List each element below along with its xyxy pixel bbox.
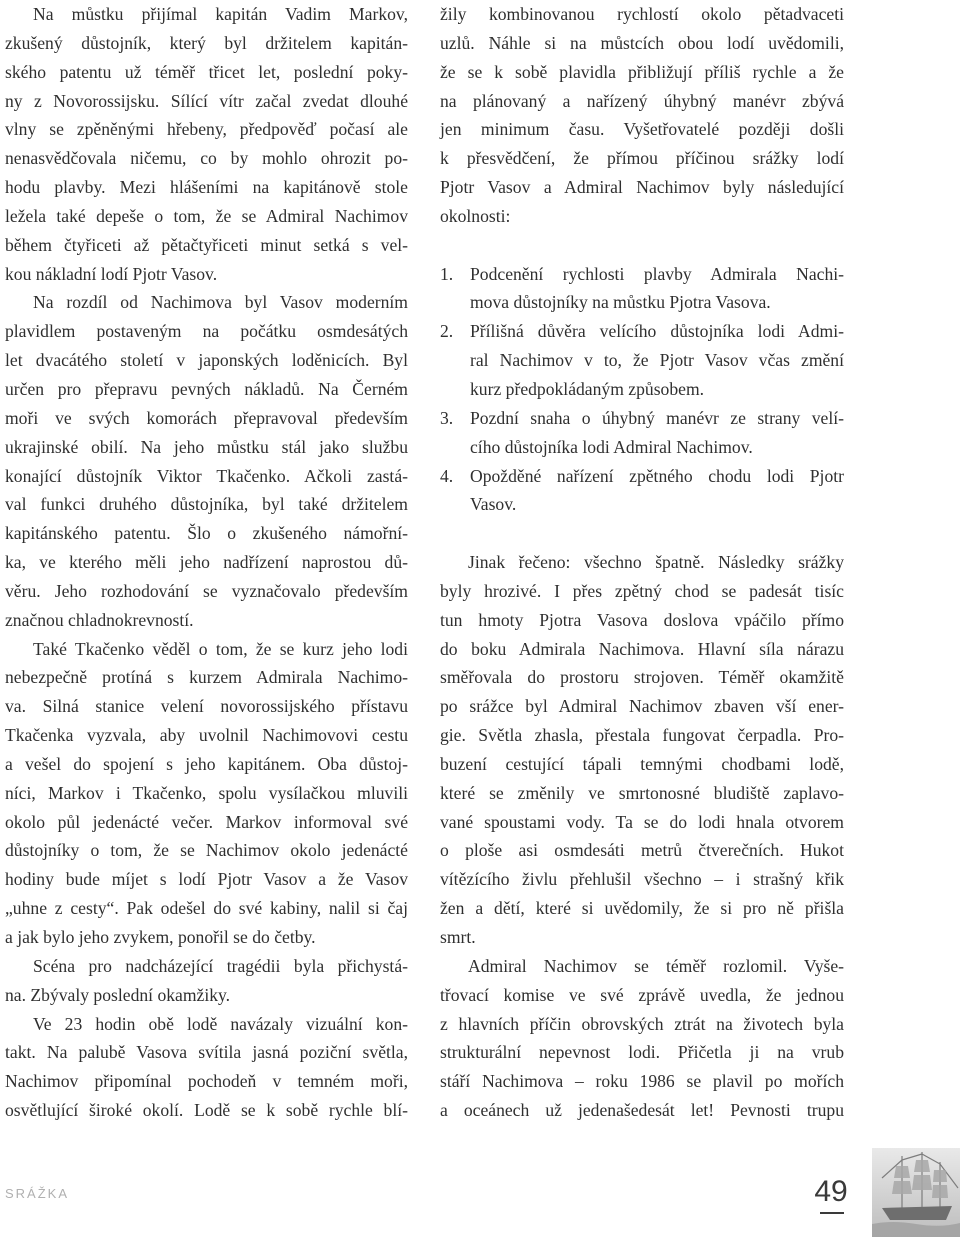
right-outro-line: vítězícího živlu přehlušil všechno – i strašný křik (440, 869, 844, 890)
right-intro-line: že se k sobě plavidla přibližují příliš rychle a že (440, 61, 844, 82)
left-column-line: během čtyřiceti až pětačtyřiceti minut setká s vel- (5, 234, 408, 255)
right-outro-line: z hlavních příčin obrovských ztrát na životech byla (440, 1013, 844, 1034)
left-column-line: určen pro přepravu pevných nákladů. Na Černém (5, 378, 408, 399)
left-column-line: Na rozdíl od Nachimova byl Vasov moderním (33, 292, 408, 313)
right-intro-line: Pjotr Vasov a Admiral Nachimov byly následující (440, 177, 844, 198)
right-outro-line: a oceánech už jedenašedesát let! Pevnosti trupu (440, 1100, 844, 1121)
left-column-line: Tkačenka vyzvala, aby uvolnil Nachimovovi cestu (5, 725, 408, 746)
left-column-line: takt. Na palubě Vasova svítila jasná poziční světla, (5, 1042, 408, 1063)
right-outro-paragraphs (440, 548, 844, 1125)
left-column-line: va. Silná stanice velení novorossijského přístavu (5, 696, 408, 717)
blank-line (440, 519, 844, 548)
right-outro-line: směřovala do prostoru strojoven. Téměř okamžitě (440, 667, 844, 688)
list-item-number: 3. (440, 407, 454, 428)
left-column-line: nenasvědčovala ničemu, co by mohlo ohrozit po- (5, 148, 408, 169)
right-intro-line: okolnosti: (440, 205, 511, 226)
list-item-text: Opožděné nařízení zpětného chodu lodi Pjotr (470, 465, 844, 486)
right-outro-line: o ploše asi osmdesáti metrů čtverečních. Hukot (440, 840, 844, 861)
right-outro-line: stáří Nachimova – roku 1986 se plavil po mořích (440, 1071, 844, 1092)
blank-line (440, 231, 844, 260)
list-item-line (440, 375, 844, 404)
left-column-line: nebezpečně protíná s kurzem Admirala Nachimo- (5, 667, 408, 688)
right-outro-line: které se změnily ve smrtonosné bludiště zaplavo- (440, 782, 844, 803)
left-column-line: osvětlující široké okolí. Lodě se k sobě rychle blí- (5, 1100, 408, 1121)
left-column-line: Také Tkačenko věděl o tom, že se kurz jeho lodi (33, 638, 408, 659)
left-column-line: Ve 23 hodin obě lodě navázaly vizuální kon- (33, 1013, 408, 1034)
right-outro-line: Admiral Nachimov se téměř rozlomil. Vyše- (468, 955, 844, 976)
list-item-text: kurz předpokládaným způsobem. (470, 378, 705, 399)
list-item-line (440, 346, 844, 375)
left-column-line: „uhne z cesty“. Pak odešel do své kabiny, nalil si čaj (5, 898, 408, 919)
sailing-ship-icon (872, 1148, 960, 1237)
left-column-line: zkušený důstojník, který byl držitelem kapitán- (5, 32, 408, 53)
left-column-line: Scéna pro nadcházející tragédii byla přichystá- (33, 955, 408, 976)
left-column-line: na. Zbývaly poslední okamžiky. (5, 984, 231, 1005)
right-outro-line: byly hrozivé. I přes zpětný chod se padesát tisíc (440, 580, 844, 601)
list-item-number: 4. (440, 465, 454, 486)
right-outro-line: třovací komise ve své zprávě uvedla, že jednou (440, 984, 844, 1005)
left-column-line: kou nákladní lodí Pjotr Vasov. (5, 263, 218, 284)
list-item-text: mova důstojníky na můstku Pjotra Vasova. (470, 292, 771, 313)
list-item-text: Přílišná důvěra velícího důstojníka lodi Admi- (470, 321, 844, 342)
list-item-line (440, 404, 844, 433)
left-column-line: vlny se zpěněnými hřebeny, předpověď počasí ale (5, 119, 408, 140)
right-intro-line: žily kombinovanou rychlostí okolo pětadvaceti (440, 4, 844, 24)
list-item-line (440, 462, 844, 491)
right-outro-line: strukturální nepevnost lodi. Přičetla ji na vrub (440, 1042, 844, 1063)
page-number: 49 (814, 1175, 848, 1208)
list-item-line (440, 260, 844, 289)
list-item-number: 1. (440, 263, 454, 284)
list-item-line (440, 490, 844, 519)
list-item-line (440, 317, 844, 346)
right-intro-line: uzlů. Náhle si na můstcích obou lodí uvědomili, (440, 32, 844, 53)
list-item-text: Podcenění rychlosti plavby Admirala Nachi- (470, 263, 844, 284)
list-item-text: ral Nachimov v to, že Pjotr Vasov včas změní (470, 350, 844, 371)
left-column-line: značnou chladnokrevností. (5, 609, 194, 630)
left-column-line: ležela také depeše o tom, že se Admiral Nachimov (5, 205, 408, 226)
left-column-line: val funkci druhého důstojníka, byl také držitelem (5, 494, 408, 515)
left-column-line: ny z Novorossijsku. Sílící vítr začal zvedat dlouhé (5, 90, 408, 111)
right-intro-line: na plánovaný a nařízený úhybný manévr zbývá (440, 90, 844, 111)
right-outro-line: gie. Světla zhasla, přestala fungovat čerpadla. Pro- (440, 725, 844, 746)
right-outro-line: po srážce byl Admiral Nachimov zbaven vší ener- (440, 696, 844, 717)
left-column-line: ka, ve kterého měli jeho nadřízení naprostou dů- (5, 552, 408, 573)
list-item-number: 2. (440, 321, 454, 342)
left-column-line: a jak bylo jeho zvykem, ponořil se do četby. (5, 927, 316, 947)
causes-list (440, 260, 844, 520)
left-column-line: ského patentu už téměř třicet let, poslední poky- (5, 61, 408, 82)
right-outro-line: žen a dětí, které si uvědomily, že si pro ně přišla (440, 898, 844, 919)
left-column-line: hodu plavby. Mezi hlášeními na kapitánově stole (5, 177, 408, 198)
left-column-line: konající důstojník Viktor Tkačenko. Ačkoli zastá- (5, 465, 408, 486)
right-outro-line: smrt. (440, 927, 476, 947)
right-intro-line: k přesvědčení, že přímou příčinou srážky lodí (440, 148, 844, 169)
right-text-column (440, 0, 844, 1125)
right-intro-line: jen minimum času. Vyšetřovatelé později došli (440, 119, 844, 140)
list-item-line (440, 288, 844, 317)
right-outro-line: tun hmoty Pjotra Vasova doslova vpáčilo přímo (440, 609, 844, 630)
right-outro-line: buzení cestující tápali temnými chodbami lodě, (440, 753, 844, 774)
list-item-text: Pozdní snaha o úhybný manévr ze strany velí- (470, 407, 844, 428)
left-column-line: kapitánského patentu. Šlo o zkušeného námořní- (5, 523, 408, 544)
list-item-text: Vasov. (470, 494, 517, 515)
page-number-underline (820, 1212, 844, 1214)
left-column-line: ukrajinské obilí. Na jeho můstku stál jako službu (5, 436, 408, 457)
left-column-line: let dvacátého století v japonských loděnicích. Byl (5, 350, 408, 371)
left-text-column (5, 0, 408, 1125)
left-column-line: moři ve svých komorách přepravoval především (5, 407, 408, 428)
right-outro-line: Jinak řečeno: všechno špatně. Následky srážky (468, 552, 844, 573)
left-column-line: hodiny bude míjet s lodí Pjotr Vasov a že Vasov (5, 869, 408, 890)
left-column-line: Nachimov připomínal pochodeň v temném moři, (5, 1071, 408, 1092)
left-column-line: věru. Jeho rozhodování se vyznačovalo především (5, 580, 408, 601)
left-column-line: a vešel do spojení s jeho kapitánem. Oba důstoj- (5, 753, 408, 774)
list-item-line (440, 433, 844, 462)
right-outro-line: do boku Admirala Nachimova. Hlavní síla nárazu (440, 638, 844, 659)
list-item-text: cího důstojníka lodi Admiral Nachimov. (470, 436, 753, 457)
section-label: SRÁŽKA (5, 1186, 70, 1201)
left-column-line: níci, Markov i Tkačenko, spolu vysílačkou mluvili (5, 782, 408, 803)
left-column-line: okolo půl jedenácté večer. Markov informoval své (5, 811, 408, 832)
right-intro-paragraph (440, 0, 844, 231)
left-column-line: plavidlem postaveným na počátku osmdesátých (5, 321, 408, 342)
left-column-line: Na můstku přijímal kapitán Vadim Markov, (33, 4, 408, 24)
left-column-line: důstojníky o tom, že se Nachimov okolo jedenácté (5, 840, 408, 861)
right-outro-line: vané spoustami vody. Ta se do lodi hnala otvorem (440, 811, 844, 832)
